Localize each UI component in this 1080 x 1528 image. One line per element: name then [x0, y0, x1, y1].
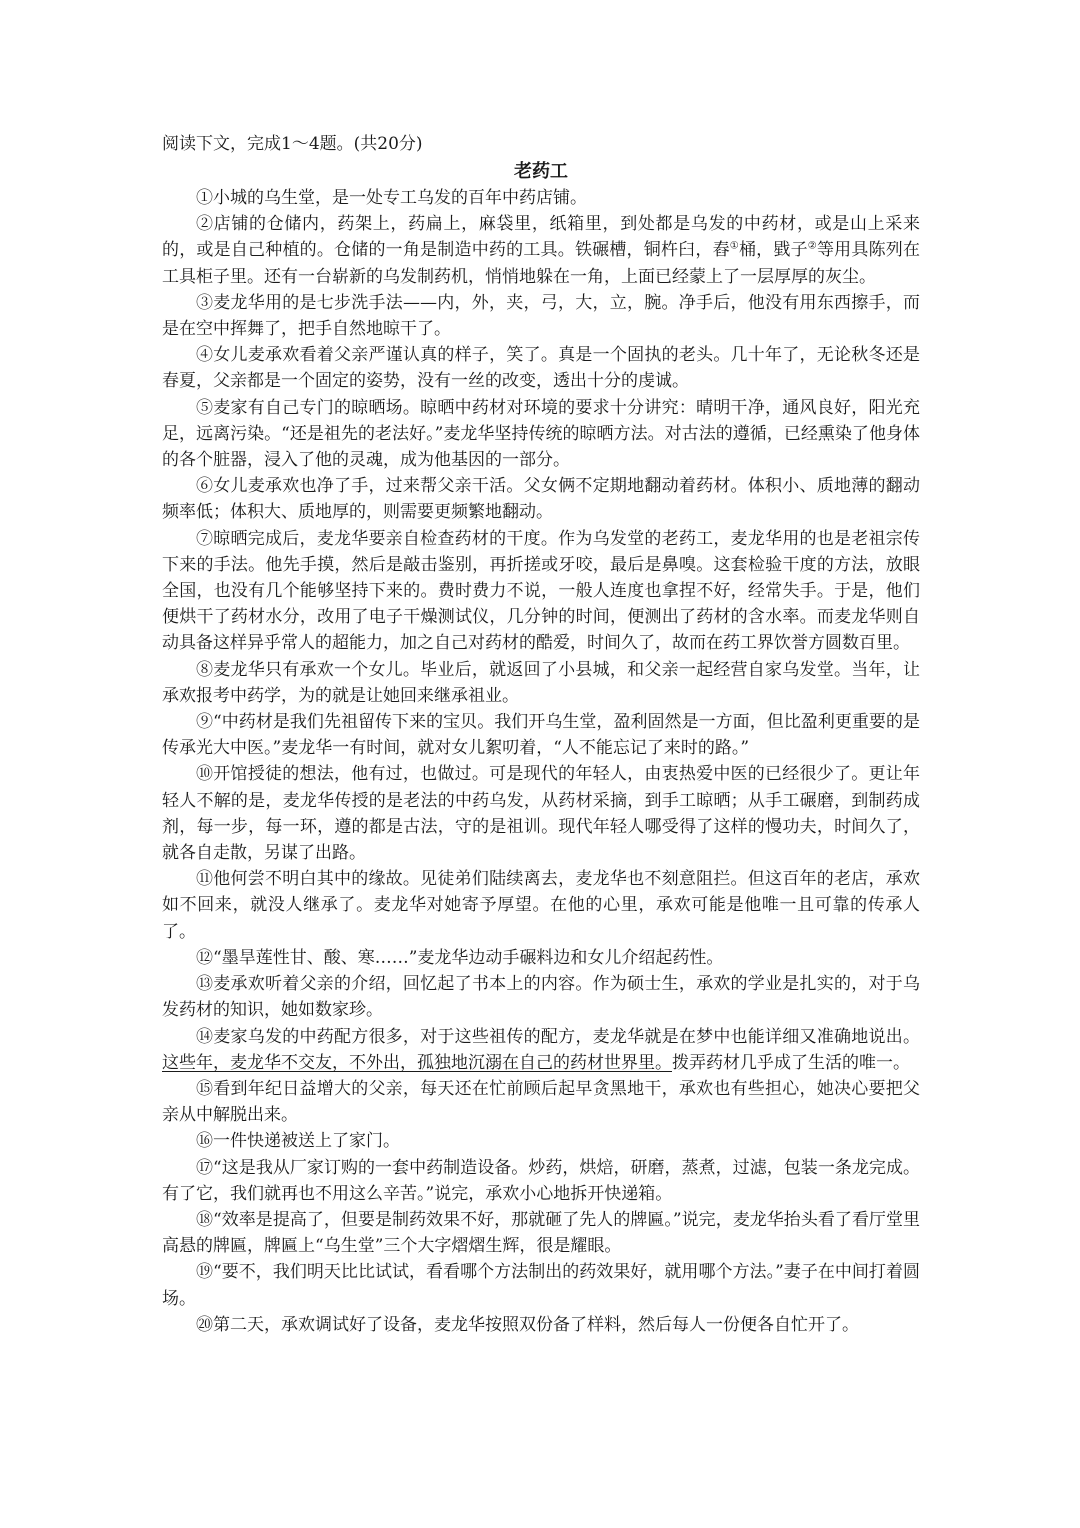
paragraph-17: ⑰“这是我从厂家订购的一套中药制造设备。炒药，烘焙，研磨，蒸煮，过滤，包装一条龙完成。有了它，我们就再也不用这么辛苦。”说完，承欢小心地拆开快递箱。 [162, 1157, 920, 1204]
paragraph-5: ⑤麦家有自己专门的晾晒场。晾晒中药材对环境的要求十分讲究：晴明干净，通风良好，阳光充足，远离污染。“还是祖先的老法好。”麦龙华坚持传统的晾晒方法。对古法的遵循，已经熏染了他身体的各个脏器，浸入了他的灵魂，成为他基因的一部分。 [162, 397, 920, 471]
paragraph-4: ④女儿麦承欢看着父亲严谨认真的样子，笑了。真是一个固执的老头。几十年了，无论秋冬还是春夏，父亲都是一个固定的姿势，没有一丝的改变，透出十分的虔诚。 [162, 345, 920, 392]
paragraph-12: ⑫“墨旱莲性甘、酸、寒……”麦龙华边动手碾料边和女儿介绍起药性。 [196, 947, 724, 968]
footnote-marker-1: ① [729, 240, 739, 252]
paragraph-8: ⑧麦龙华只有承欢一个女儿。毕业后，就返回了小县城，和父亲一起经营自家乌发堂。当年，让承欢报考中药学，为的就是让她回来继承祖业。 [162, 659, 920, 706]
paragraph-2-text-c: 等用具陈列在工具柜子里。还有一台崭新的乌发制药机，悄悄地躲在一角，上面已经蒙上了一层厚厚的灰尘。 [162, 240, 920, 287]
paragraph-13: ⑬麦承欢听着父亲的介绍，回忆起了书本上的内容。作为硕士生，承欢的学业是扎实的，对于乌发药材的知识，她如数家珍。 [162, 974, 920, 1021]
paragraph-2-text-a: ②店铺的仓储内，药架上，药扁上，麻袋里，纸箱里，到处都是乌发的中药材，或是山上采来的，或是自己种植的。仓储的一角是制造中药的工具。铁碾槽，铜杵臼，舂 [162, 214, 920, 261]
underlined-sentence: 这些年，麦龙华不交友，不外出，孤独地沉溺在自己的药材世界里。 [162, 1052, 672, 1073]
paragraph-6: ⑥女儿麦承欢也净了手，过来帮父亲干活。父女俩不定期地翻动着药材。体积小、质地薄的翻动频率低；体积大、质地厚的，则需要更频繁地翻动。 [162, 476, 920, 523]
paragraph-11: ⑪他何尝不明白其中的缘故。见徒弟们陆续离去，麦龙华也不刻意阻拦。但这百年的老店，承欢如不回来，就没人继承了。麦龙华对她寄予厚望。在他的心里，承欢可能是他唯一且可靠的传承人了。 [162, 869, 920, 942]
article-body [162, 131, 920, 1338]
paragraph-19: ⑲“要不，我们明天比比试试，看看哪个方法制出的药效果好，就用哪个方法。”妻子在中间打着圆场。 [162, 1262, 920, 1309]
paragraph-2 [162, 211, 920, 290]
paragraph-2-text-b: 桶，戥子 [738, 240, 808, 261]
paragraph-20: ⑳第二天，承欢调试好了设备，麦龙华按照双份备了样料，然后每人一份便各自忙开了。 [196, 1314, 859, 1335]
paragraph-1: ①小城的乌生堂，是一处专工乌发的百年中药店铺。 [196, 188, 587, 208]
question-instruction: 阅读下文，完成1～4题。(共20分) [162, 134, 423, 154]
paragraph-10: ⑩开馆授徒的想法，他有过，也做过。可是现代的年轻人，由衷热爱中医的已经很少了。更让年轻人不解的是，麦龙华传授的是老法的中药乌发，从药材采摘，到手工晾晒；从手工碾磨，到制药成剂，每一步，每一环，遵的都是古法，守的是祖训。现代年轻人哪受得了这样的慢功夫，时间久了，就各自走散，另谋了出路。 [162, 764, 920, 864]
article-title: 老药工 [514, 161, 568, 182]
footnote-marker-2: ② [807, 240, 817, 252]
paragraph-9: ⑨“中药材是我们先祖留传下来的宝贝。我们开乌生堂，盈利固然是一方面，但比盈利更重要的是传承光大中医。”麦龙华一有时间，就对女儿絮叨着，“人不能忘记了来时的路。” [162, 712, 920, 759]
paragraph-16: ⑯一件快递被送上了家门。 [196, 1131, 400, 1152]
paragraph-14 [162, 1024, 920, 1076]
paragraph-14-text-b: 拨弄药材几乎成了生活的唯一。 [672, 1052, 910, 1073]
paragraph-7: ⑦晾晒完成后，麦龙华要亲自检查药材的干度。作为乌发堂的老药工，麦龙华用的也是老祖宗传下来的手法。他先手摸，然后是敲击鉴别，再折搓或牙咬，最后是鼻嗅。这套检验干度的方法，放眼全国，也没有几个能够坚持下来的。费时费力不说，一般人连度也拿捏不好，经常失手。于是，他们便烘干了药材水分，改用了电子干燥测试仪，几分钟的时间，便测出了药材的含水率。而麦龙华则自动具备这样异乎常人的超能力，加之自己对药材的酷爱，时间久了，故而在药工界饮誉方圆数百里。 [162, 528, 920, 654]
paragraph-15: ⑮看到年纪日益增大的父亲，每天还在忙前顾后起早贪黑地干，承欢也有些担心，她决心要把父亲从中解脱出来。 [162, 1078, 920, 1126]
paragraph-18: ⑱“效率是提高了，但要是制药效果不好，那就砸了先人的牌匾。”说完，麦龙华抬头看了看厅堂里高悬的牌匾，牌匾上“乌生堂”三个大字熠熠生辉，很是耀眼。 [162, 1209, 920, 1257]
paragraph-14-text-a: ⑭麦家乌发的中药配方很多，对于这些祖传的配方，麦龙华就是在梦中也能详细又准确地说出。 [196, 1026, 920, 1047]
paragraph-3: ③麦龙华用的是七步洗手法——内，外，夹，弓，大，立，腕。净手后，他没有用东西擦手，而是在空中挥舞了，把手自然地晾干了。 [162, 292, 920, 340]
